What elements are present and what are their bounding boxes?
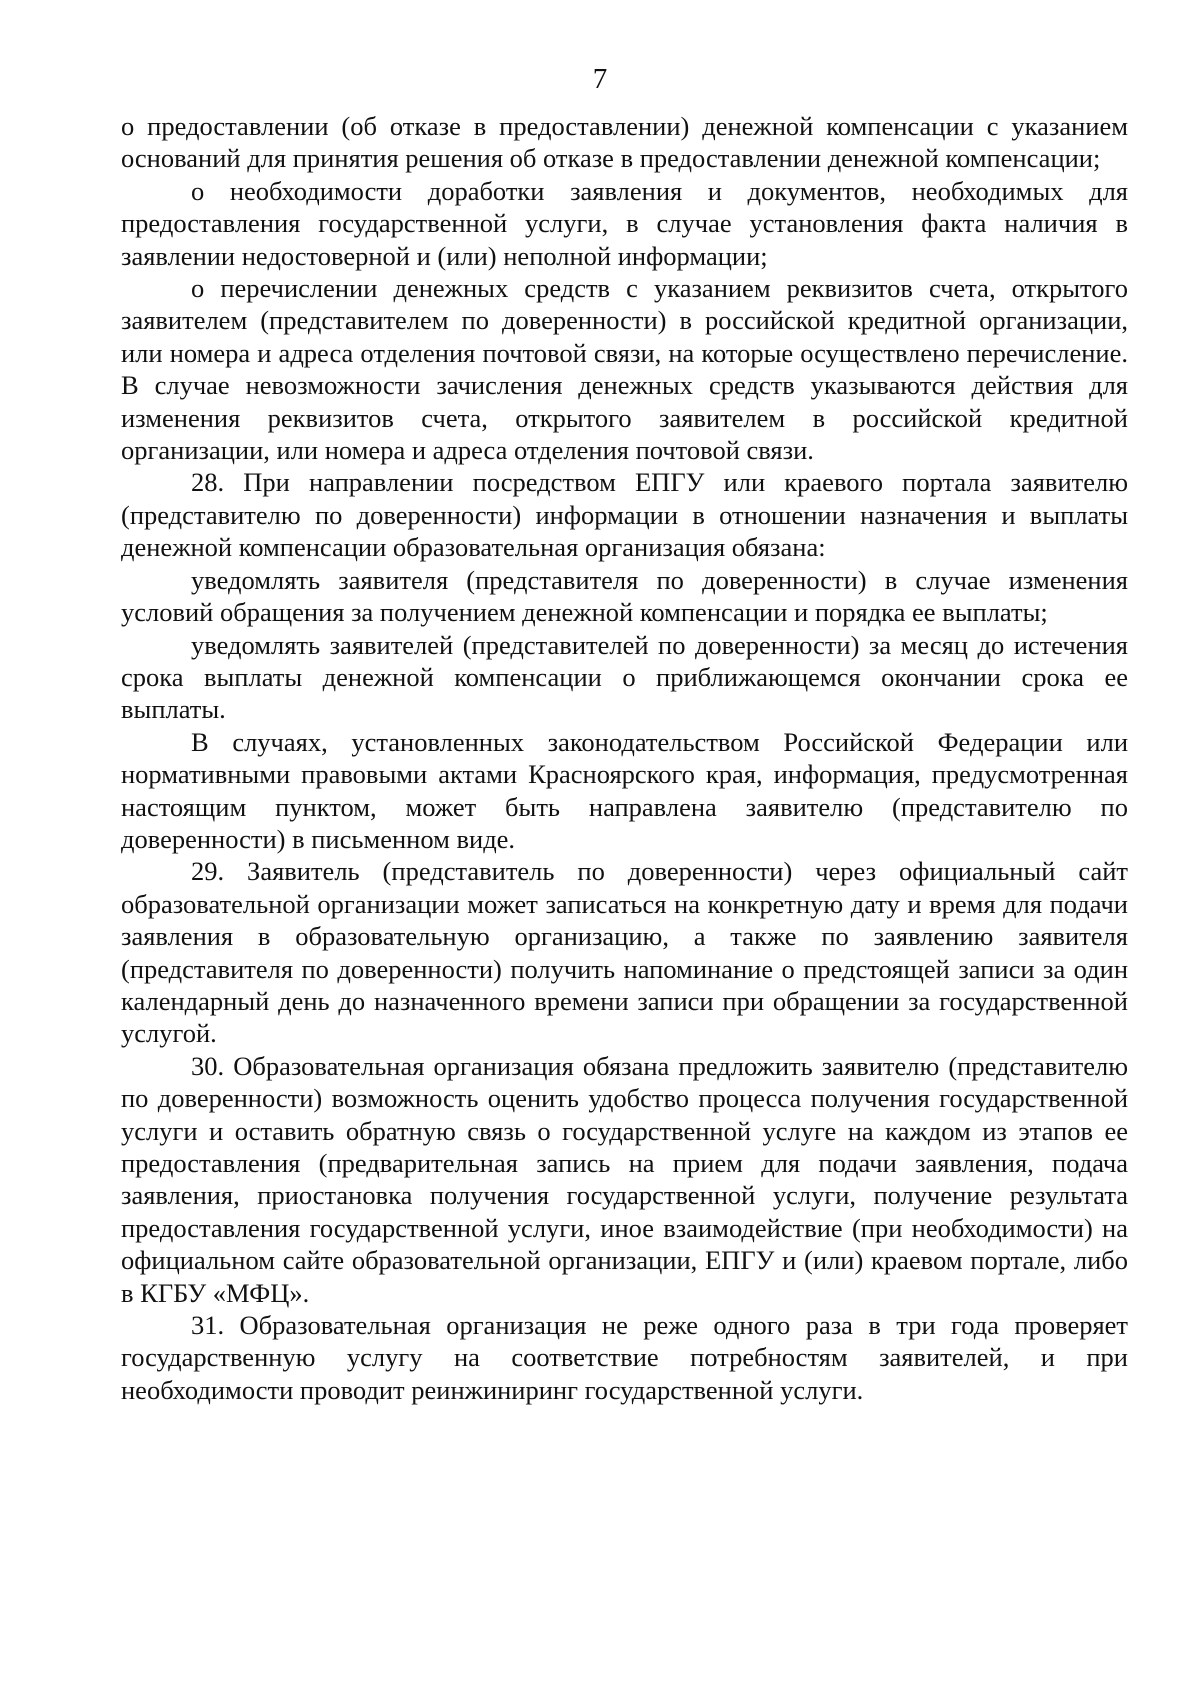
paragraph-item-28: 28. При направлении посредством ЕПГУ или краевого портала заявителю (представителю по доверенности) информации в отношении назначения и выплаты денежной компенсации образовательная организация обязана:: [121, 467, 1128, 563]
paragraph-document-revision: о необходимости доработки заявления и документов, необходимых для предоставления государственной услуги, в случае установления факта наличия в заявлении недостоверной и (или) неполной информации;: [121, 175, 1128, 271]
paragraph-notify-change: уведомлять заявителя (представителя по доверенности) в случае изменения условий обращения за получением денежной компенсации и порядка ее выплаты;: [121, 564, 1128, 628]
paragraph-notify-expiry: уведомлять заявителей (представителей по доверенности) за месяц до истечения срока выплаты денежной компенсации о приближающемся окончании срока ее выплаты.: [121, 629, 1128, 725]
document-body: [121, 110, 1128, 1406]
paragraph-funds-transfer: о перечислении денежных средств с указанием реквизитов счета, открытого заявителем (представителем по доверенности) в российской кредитной организации, или номера и адреса отделения почтовой связи, на которые осуществлено перечисление. В случае невозможности зачисления денежных средств указываются действия для изменения реквизитов счета, открытого заявителем в российской кредитной организации, или номера и адреса отделения почтовой связи.: [121, 273, 1128, 466]
paragraph-item-31: 31. Образовательная организация не реже одного раза в три года проверяет государственную услугу на соответствие потребностям заявителей, и при необходимости проводит реинжиниринг государственной услуги.: [121, 1310, 1128, 1405]
paragraph-item-30: 30. Образовательная организация обязана предложить заявителю (представителю по доверенности) возможность оценить удобство процесса получения государственной услуги и оставить обратную связь о государственной услуге на каждом из этапов ее предоставления (предварительная запись на прием для подачи заявления, подача заявления, приостановка получения государственной услуги, получение результата предоставления государственной услуги, иное взаимодействие (при необходимости) на официальном сайте образовательной организации, ЕПГУ и (или) краевом портале, либо в КГБУ «МФЦ».: [121, 1050, 1128, 1308]
paragraph-refusal-grounds: о предоставлении (об отказе в предоставлении) денежной компенсации с указанием оснований для принятия решения об отказе в предоставлении денежной компенсации;: [121, 111, 1128, 174]
page-number: 7: [592, 63, 608, 95]
paragraph-item-29: 29. Заявитель (представитель по доверенности) через официальный сайт образовательной организации может записаться на конкретную дату и время для подачи заявления в образовательную организацию, а также по заявлению заявителя (представителя по доверенности) получить напоминание о предстоящей записи за один календарный день до назначенного времени записи при обращении за государственной услугой.: [121, 856, 1128, 1049]
paragraph-written-form: В случаях, установленных законодательством Российской Федерации или нормативными правовыми актами Красноярского края, информация, предусмотренная настоящим пунктом, может быть направлена заявителю (представителю по доверенности) в письменном виде.: [121, 726, 1128, 854]
